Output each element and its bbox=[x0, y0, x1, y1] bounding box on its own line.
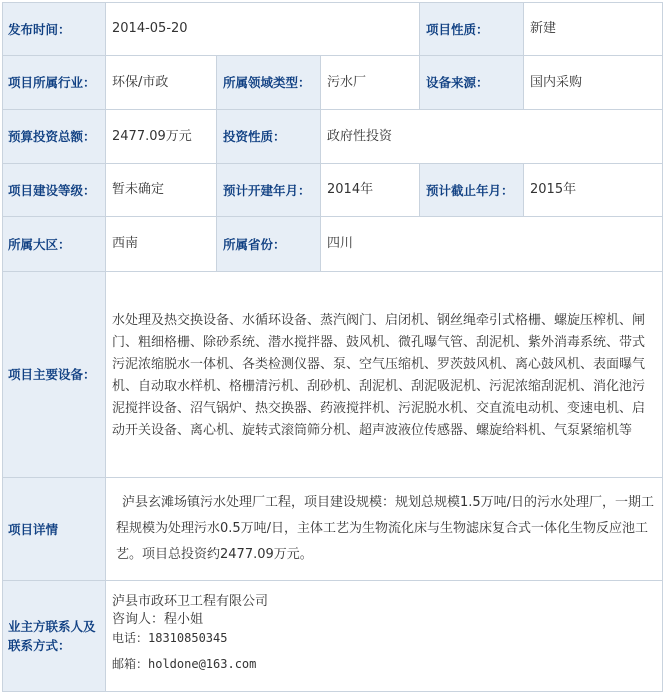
value-province: 四川 bbox=[321, 217, 663, 271]
label-equipment-source: 设备来源： bbox=[420, 56, 523, 109]
spacer bbox=[112, 647, 657, 655]
label-project-nature: 项目性质： bbox=[420, 3, 523, 55]
value-construction-level: 暂未确定 bbox=[106, 164, 216, 216]
value-budget: 2477.09万元 bbox=[106, 110, 216, 163]
label-main-equipment: 项目主要设备： bbox=[2, 272, 105, 477]
owner-contact-person: 咨询人：程小姐 bbox=[112, 612, 204, 627]
label-construction-level: 项目建设等级： bbox=[2, 164, 105, 216]
value-start-date: 2014年 bbox=[321, 164, 419, 216]
owner-email: 邮箱：holdone@163.com bbox=[112, 657, 257, 671]
label-domain-type: 所属领域类型： bbox=[217, 56, 320, 109]
owner-phone: 电话：18310850345 bbox=[112, 631, 228, 645]
value-investment-nature: 政府性投资 bbox=[321, 110, 663, 163]
label-budget: 预算投资总额： bbox=[2, 110, 105, 163]
label-region: 所属大区： bbox=[2, 217, 105, 271]
value-owner-contact bbox=[106, 581, 663, 691]
row-budget bbox=[2, 110, 663, 164]
row-main-equipment bbox=[2, 272, 663, 478]
value-equipment-source: 国内采购 bbox=[524, 56, 663, 109]
value-region: 西南 bbox=[106, 217, 216, 271]
value-publish-date: 2014-05-20 bbox=[106, 3, 419, 55]
label-end-date: 预计截止年月： bbox=[420, 164, 523, 216]
label-project-detail: 项目详情 bbox=[2, 478, 105, 580]
owner-company: 泸县市政环卫工程有限公司 bbox=[112, 594, 269, 609]
label-publish-date: 发布时间： bbox=[2, 3, 105, 55]
label-owner-contact: 业主方联系人及联系方式： bbox=[2, 581, 105, 691]
row-publish-date bbox=[2, 3, 663, 56]
row-construction-level bbox=[2, 164, 663, 217]
table-right-border bbox=[662, 2, 663, 692]
row-owner-contact bbox=[2, 581, 663, 692]
label-start-date: 预计开建年月： bbox=[217, 164, 320, 216]
value-project-detail: 泸县玄滩场镇污水处理厂工程，项目建设规模：规划总规模1.5万吨/日的污水处理厂，一期工程规模为处理污水0.5万吨/日，主体工艺为生物流化床与生物滤床复合式一体化生物反应池工艺。项目总投资约2477.09万元。 bbox=[106, 478, 663, 580]
value-domain-type: 污水厂 bbox=[321, 56, 419, 109]
table-left-border bbox=[2, 2, 3, 692]
row-region bbox=[2, 217, 663, 272]
label-investment-nature: 投资性质： bbox=[217, 110, 320, 163]
label-industry: 项目所属行业： bbox=[2, 56, 105, 109]
row-industry bbox=[2, 56, 663, 110]
value-main-equipment: 水处理及热交换设备、水循环设备、蒸汽阀门、启闭机、钢丝绳牵引式格栅、螺旋压榨机、闸门、粗细格栅、除砂系统、潜水搅拌器、鼓风机、微孔曝气管、刮泥机、紫外消毒系统、带式污泥浓缩脱水一体机、各类检测仪器、泵、空气压缩机、罗茨鼓风机、离心鼓风机、表面曝气机、自动取水样机、格栅清污机、刮砂机、刮泥机、刮泥吸泥机、污泥浓缩刮泥机、消化池污泥搅拌设备、沼气锅炉、热交换器、药液搅拌机、污泥脱水机、交直流电动机、变速电机、启动开关设备、离心机、旋转式滚筒筛分机、超声波液位传感器、螺旋给料机、气泵紧缩机等 bbox=[106, 272, 663, 477]
value-end-date: 2015年 bbox=[524, 164, 663, 216]
value-project-nature: 新建 bbox=[524, 3, 663, 55]
label-province: 所属省份： bbox=[217, 217, 320, 271]
row-project-detail bbox=[2, 478, 663, 581]
value-industry: 环保/市政 bbox=[106, 56, 216, 109]
